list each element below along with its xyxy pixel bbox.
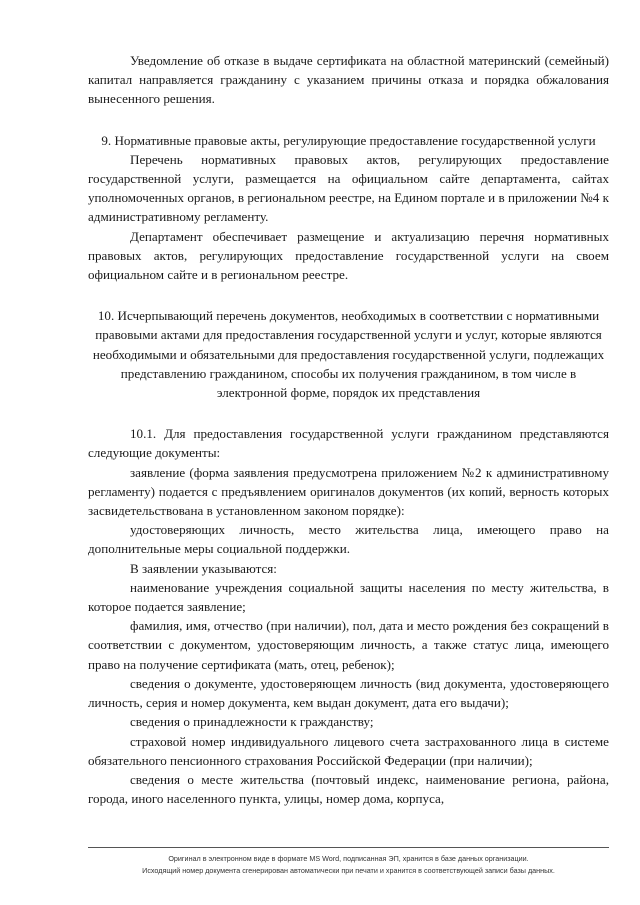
section-10-paragraph: В заявлении указываются: (130, 560, 277, 576)
section-10-paragraph: 10.1. Для предоставления государственной услуги гражданином представляются следующие документы: (88, 426, 609, 461)
section-10-paragraph: заявление (форма заявления предусмотрена приложением №2 к административному регламенту) подается с предъявлением оригиналов документов (их копий, верность которых засвидетельствована в установленном законом порядке): (88, 464, 609, 519)
section-10-heading: 10. Исчерпывающий перечень документов, необходимых в соответствии с нормативными правовыми актами для предоставления государственной услуги и услуг, которые являются необходимыми и обязательными для предоставления государственной услуги, подлежащих представлению гражданином, способы их получения гражданином, в том числе в электронной форме, порядок их представления (92, 308, 605, 401)
section-10-paragraph: наименование учреждения социальной защиты населения по месту жительства, в которое подается заявление; (88, 579, 609, 615)
section-10-paragraph: сведения о месте жительства (почтовый индекс, наименование региона, района, города, иного населенного пункта, улицы, номер дома, корпуса, (88, 771, 609, 807)
section-10-paragraph: сведения о документе, удостоверяющем личность (вид документа, удостоверяющего личность, серия и номер документа, кем выдан документ, дата его выдачи); (88, 675, 609, 711)
footer-line-original: Оригинал в электронном виде в формате MS Word, подписанная ЭП, хранится в базе данных организации. (168, 854, 529, 863)
page-footer (88, 853, 609, 877)
footer-line-outgoing-number: Исходящий номер документа сгенерирован автоматически при печати и хранится в соответствующей записи базы данных. (142, 866, 555, 875)
footer-divider (88, 847, 609, 848)
refusal-paragraph: Уведомление об отказе в выдаче сертификата на областной материнский (семейный) капитал направляется гражданину с указанием причины отказа и порядка обжалования вынесенного решения. (88, 53, 609, 107)
section-9-heading: 9. Нормативные правовые акты, регулирующие предоставление государственной услуги (101, 132, 596, 148)
section-10-paragraph: удостоверяющих личность, место жительства лица, имеющего право на дополнительные меры социальной поддержки. (88, 522, 609, 557)
section-9-paragraph: Перечень нормативных правовых актов, регулирующих предоставление государственной услуги, размещается на официальном сайте департамента, сайтах уполномоченных органов, в региональном реестре, на Едином портале и в приложении №4 к административному регламенту. (88, 151, 609, 225)
section-10-paragraph: страховой номер индивидуального лицевого счета застрахованного лица в системе обязательного пенсионного страхования Российской Федерации (при наличии); (88, 733, 609, 768)
section-9-paragraph: Департамент обеспечивает размещение и актуализацию перечня нормативных правовых актов, регулирующих предоставление государственной услуги на своем официальном сайте и в региональном реестре. (88, 228, 609, 283)
section-10-paragraph: фамилия, имя, отчество (при наличии), пол, дата и место рождения без сокращений в соответствии с документом, удостоверяющим личность, а также статус лица, имеющего право на получение сертификата (мать, отец, ребенок); (88, 618, 609, 672)
document-page (88, 51, 609, 808)
section-10-paragraph: сведения о принадлежности к гражданству; (130, 714, 374, 730)
